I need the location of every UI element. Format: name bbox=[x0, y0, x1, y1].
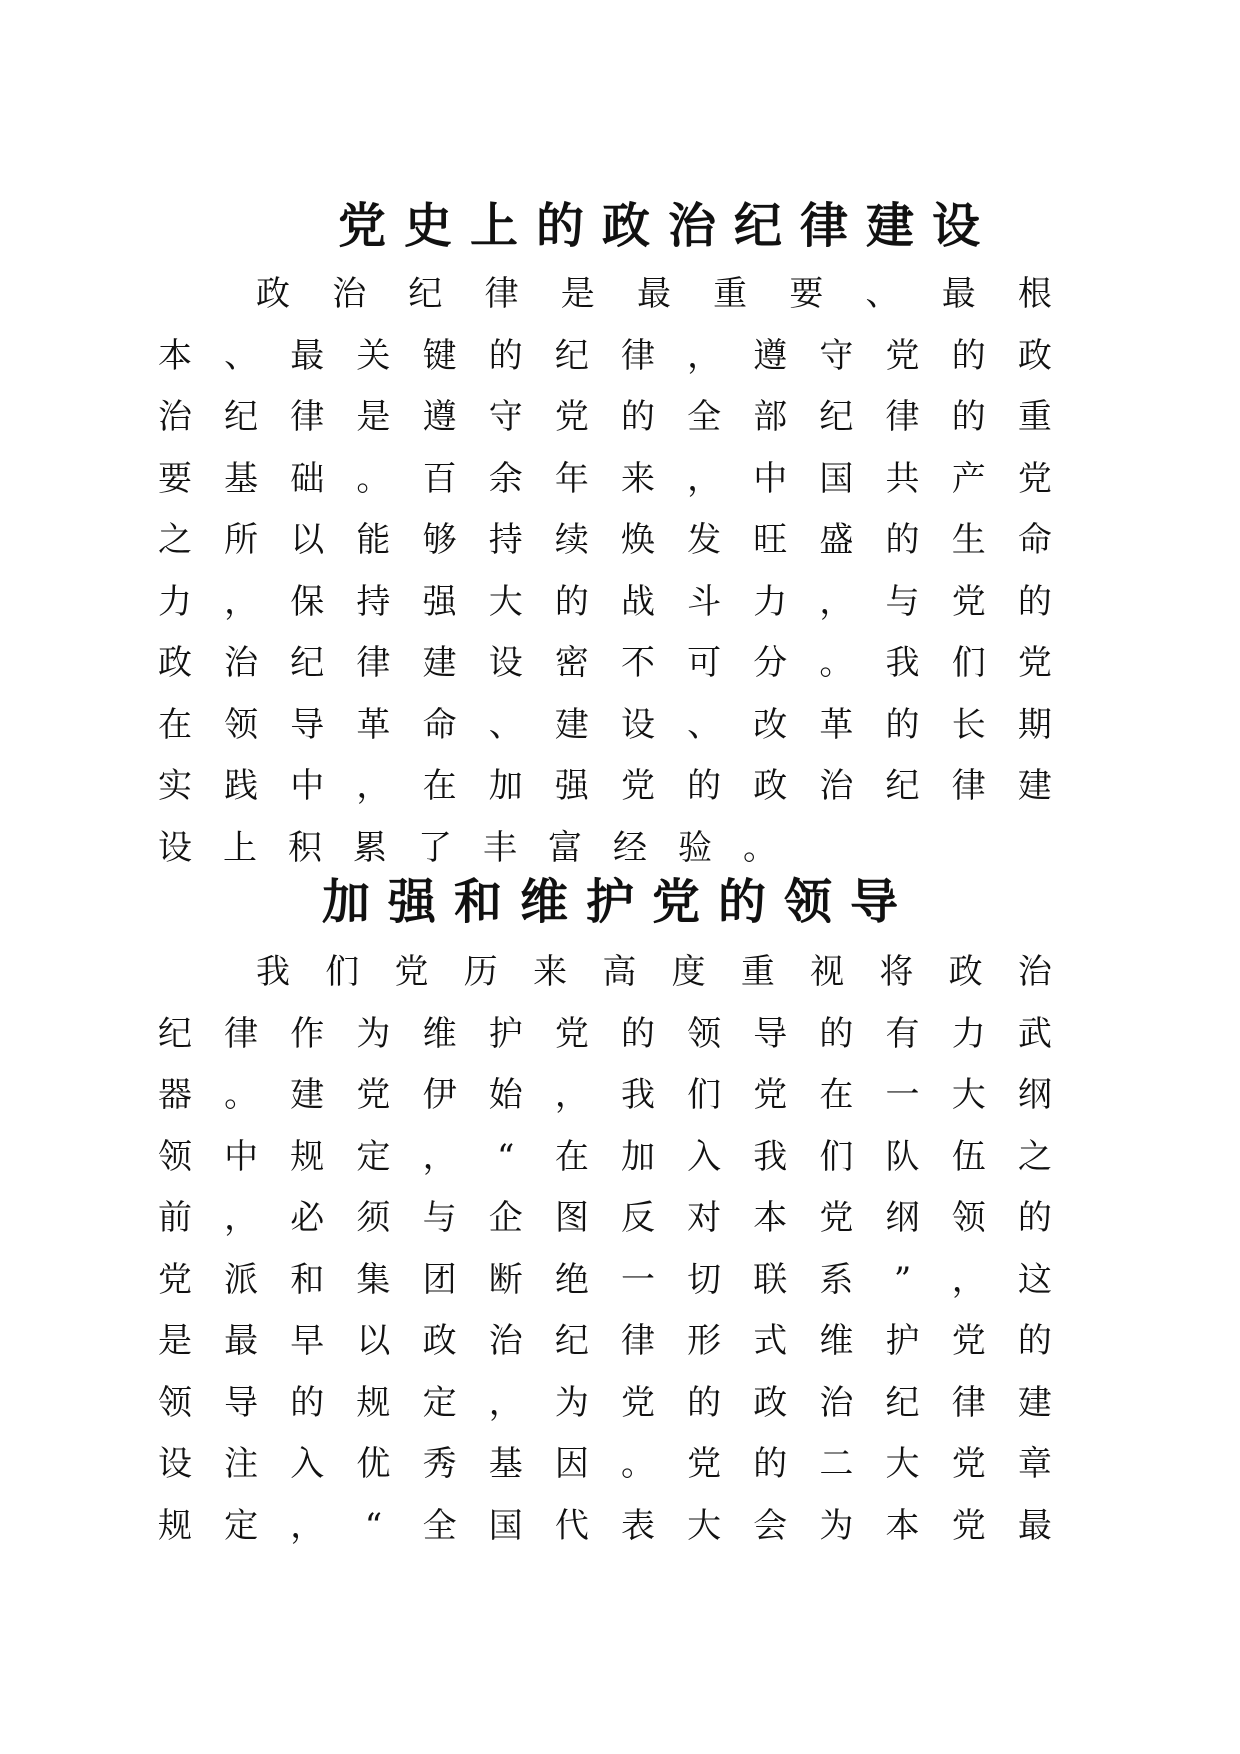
text-line: 设 上 积 累 了 丰 富 经 验 。 bbox=[158, 827, 777, 868]
text-line: 领 导 的 规 定 ， 为 党 的 政 治 纪 律 建 bbox=[158, 1382, 1052, 1423]
text-line: 本 、 最 关 键 的 纪 律 ， 遵 守 党 的 政 bbox=[158, 335, 1052, 376]
text-line: 纪 律 作 为 维 护 党 的 领 导 的 有 力 武 bbox=[158, 1013, 1052, 1054]
text-line: 在 领 导 革 命 、 建 设 、 改 革 的 长 期 bbox=[158, 704, 1052, 745]
text-line: 设 注 入 优 秀 基 因 。 党 的 二 大 党 章 bbox=[158, 1444, 1052, 1484]
text-line: 器 。 建 党 伊 始 ， 我 们 党 在 一 大 纲 bbox=[158, 1075, 1052, 1115]
text-line: 领 中 规 定 ， “ 在 加 入 我 们 队 伍 之 bbox=[158, 1136, 1052, 1177]
text-line: 实 践 中 ， 在 加 强 党 的 政 治 纪 律 建 bbox=[158, 766, 1052, 806]
text-line: 规 定 ， “ 全 国 代 表 大 会 为 本 党 最 bbox=[158, 1505, 1052, 1546]
text-line: 是 最 早 以 政 治 纪 律 形 式 维 护 党 的 bbox=[158, 1321, 1052, 1361]
text-line: 政 治 纪 律 建 设 密 不 可 分 。 我 们 党 bbox=[158, 643, 1052, 683]
section-title-party-history-political-discipline: 党史上的政治纪律建设 bbox=[338, 198, 999, 254]
text-line: 党 派 和 集 团 断 绝 一 切 联 系 ” ， 这 bbox=[158, 1259, 1052, 1300]
text-line: 治 纪 律 是 遵 守 党 的 全 部 纪 律 的 重 bbox=[158, 397, 1052, 437]
text-line: 要 基 础 。 百 余 年 来 ， 中 国 共 产 党 bbox=[158, 458, 1052, 499]
text-line: 我 们 党 历 来 高 度 重 视 将 政 治 bbox=[256, 952, 1052, 992]
text-line: 之 所 以 能 够 持 续 焕 发 旺 盛 的 生 命 bbox=[158, 520, 1052, 560]
text-line: 前 ， 必 须 与 企 图 反 对 本 党 纲 领 的 bbox=[158, 1198, 1052, 1238]
text-line: 力 ， 保 持 强 大 的 战 斗 力 ， 与 党 的 bbox=[158, 581, 1052, 622]
text-line: 政 治 纪 律 是 最 重 要 、 最 根 bbox=[256, 274, 1052, 314]
section-title-strengthen-party-leadership: 加强和维护党的领导 bbox=[322, 874, 917, 930]
